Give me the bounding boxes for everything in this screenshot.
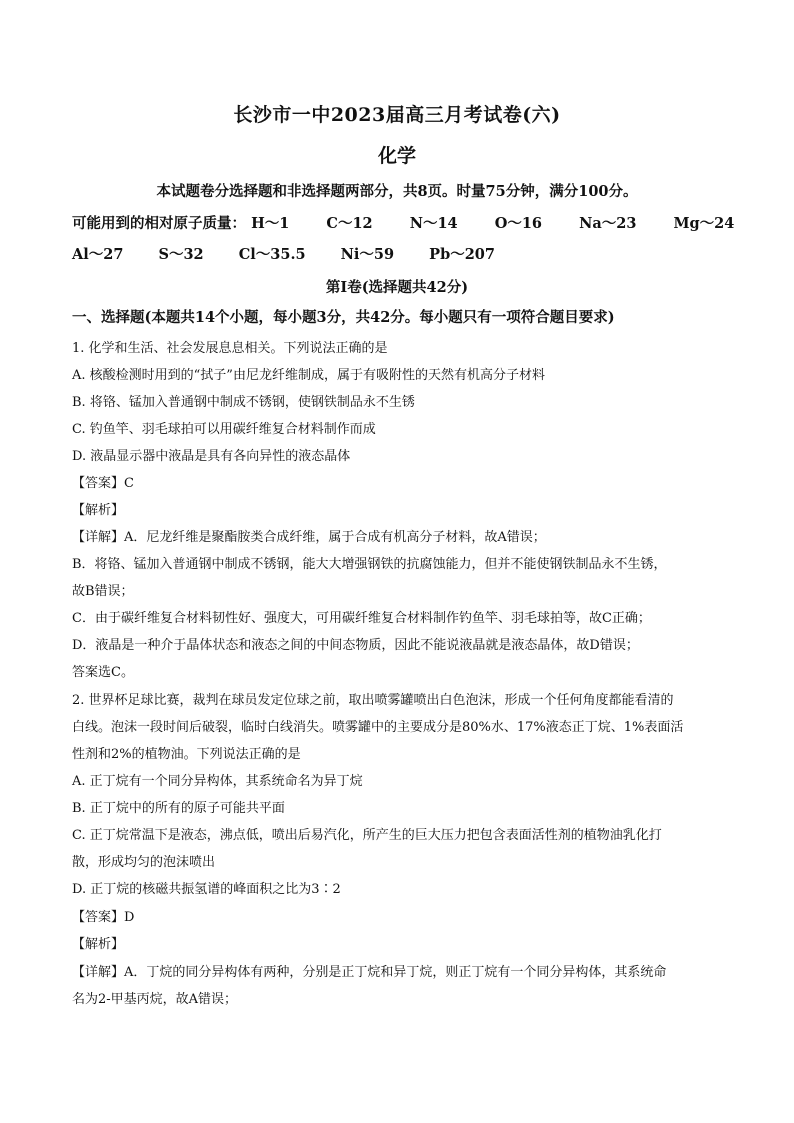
atomic-masses-row-2: [72, 243, 495, 264]
q2-stem-line: 性剂和2%的植物油。下列说法正确的是: [72, 747, 301, 762]
q2-answer: 【答案】D: [72, 910, 135, 925]
mass-o: O～16: [494, 215, 543, 232]
mass-h: H～1: [251, 215, 290, 232]
q2-option-c: C. 正丁烷常温下是液态，沸点低，喷出后易汽化，所产生的巨大压力把包含表面活性剂的植物油乳化打: [72, 828, 662, 843]
mass-cl: Cl～35.5: [238, 246, 306, 263]
q1-option-d: D. 液晶显示器中液晶是具有各向异性的液态晶体: [72, 449, 351, 464]
q2-stem-line: 白线。泡沫一段时间后破裂，临时白线消失。喷雾罐中的主要成分是80%水、17%液态正丁烷、1%表面活: [72, 720, 684, 735]
atomic-masses-row-1: [72, 212, 734, 233]
q2-option-c-cont: 散，形成均匀的泡沫喷出: [72, 855, 216, 870]
mass-n: N～14: [409, 215, 458, 232]
exam-intro: 本试题卷分选择题和非选择题两部分，共8页。时量75分钟，满分100分。: [156, 183, 638, 200]
q2-analysis-label: 【解析】: [72, 937, 125, 952]
q2-detail-line: 【详解】A．丁烷的同分异构体有两种，分别是正丁烷和异丁烷，则正丁烷有一个同分异构体，其系统命: [72, 965, 667, 980]
q1-option-b: B. 将铬、锰加入普通钢中制成不锈钢，使钢铁制品永不生锈: [72, 395, 415, 410]
q2-stem-line: 2. 世界杯足球比赛，裁判在球员发定位球之前，取出喷雾罐喷出白色泡沫，形成一个任何角度都能看清的: [72, 693, 674, 708]
mass-c: C～12: [326, 215, 373, 232]
mass-ni: Ni～59: [340, 246, 395, 263]
q1-option-c: C. 钓鱼竿、羽毛球拍可以用碳纤维复合材料制作而成: [72, 422, 376, 437]
q1-analysis-label: 【解析】: [72, 503, 125, 518]
q1-detail-line: B．将铬、锰加入普通钢中制成不锈钢，能大大增强钢铁的抗腐蚀能力，但并不能使钢铁制品永不生锈，: [72, 557, 667, 572]
mass-na: Na～23: [579, 215, 637, 232]
q2-option-d: D. 正丁烷的核磁共振氢谱的峰面积之比为3∶2: [72, 882, 341, 897]
q1-option-a: A. 核酸检测时用到的“拭子”由尼龙纤维制成，属于有吸附性的天然有机高分子材料: [72, 368, 545, 383]
part-title: 第Ⅰ卷(选择题共42分): [325, 279, 469, 296]
q1-detail-line: C．由于碳纤维复合材料韧性好、强度大，可用碳纤维复合材料制作钓鱼竿、羽毛球拍等，故C正确；: [72, 611, 651, 626]
q1-detail-line: 故B错误；: [72, 584, 134, 599]
mass-pb: Pb～207: [429, 246, 495, 263]
q1-stem: 1. 化学和生活、社会发展息息相关。下列说法正确的是: [72, 341, 388, 356]
q2-option-b: B. 正丁烷中的所有的原子可能共平面: [72, 801, 285, 816]
q1-detail-line: 答案选C。: [72, 665, 134, 680]
q1-detail-line: 【详解】A．尼龙纤维是聚酯胺类合成纤维，属于合成有机高分子材料，故A错误；: [72, 530, 546, 545]
mass-al: Al～27: [72, 246, 124, 263]
subject-title: 化学: [377, 145, 416, 167]
q1-detail-line: D．液晶是一种介于晶体状态和液态之间的中间态物质，因此不能说液晶就是液态晶体，故D错误；: [72, 638, 639, 653]
masses-label: 可能用到的相对原子质量：: [72, 215, 246, 232]
mass-s: S～32: [158, 246, 204, 263]
mass-mg: Mg～24: [673, 215, 735, 232]
q2-detail-line: 名为2-甲基丙烷，故A错误；: [72, 992, 238, 1007]
q1-answer: 【答案】C: [72, 476, 134, 491]
q2-option-a: A. 正丁烷有一个同分异构体，其系统命名为异丁烷: [72, 774, 363, 789]
section-heading: 一、选择题(本题共14个小题，每小题3分，共42分。每小题只有一项符合题目要求): [72, 309, 615, 326]
exam-title: 长沙市一中2023届高三月考试卷(六): [233, 104, 561, 126]
